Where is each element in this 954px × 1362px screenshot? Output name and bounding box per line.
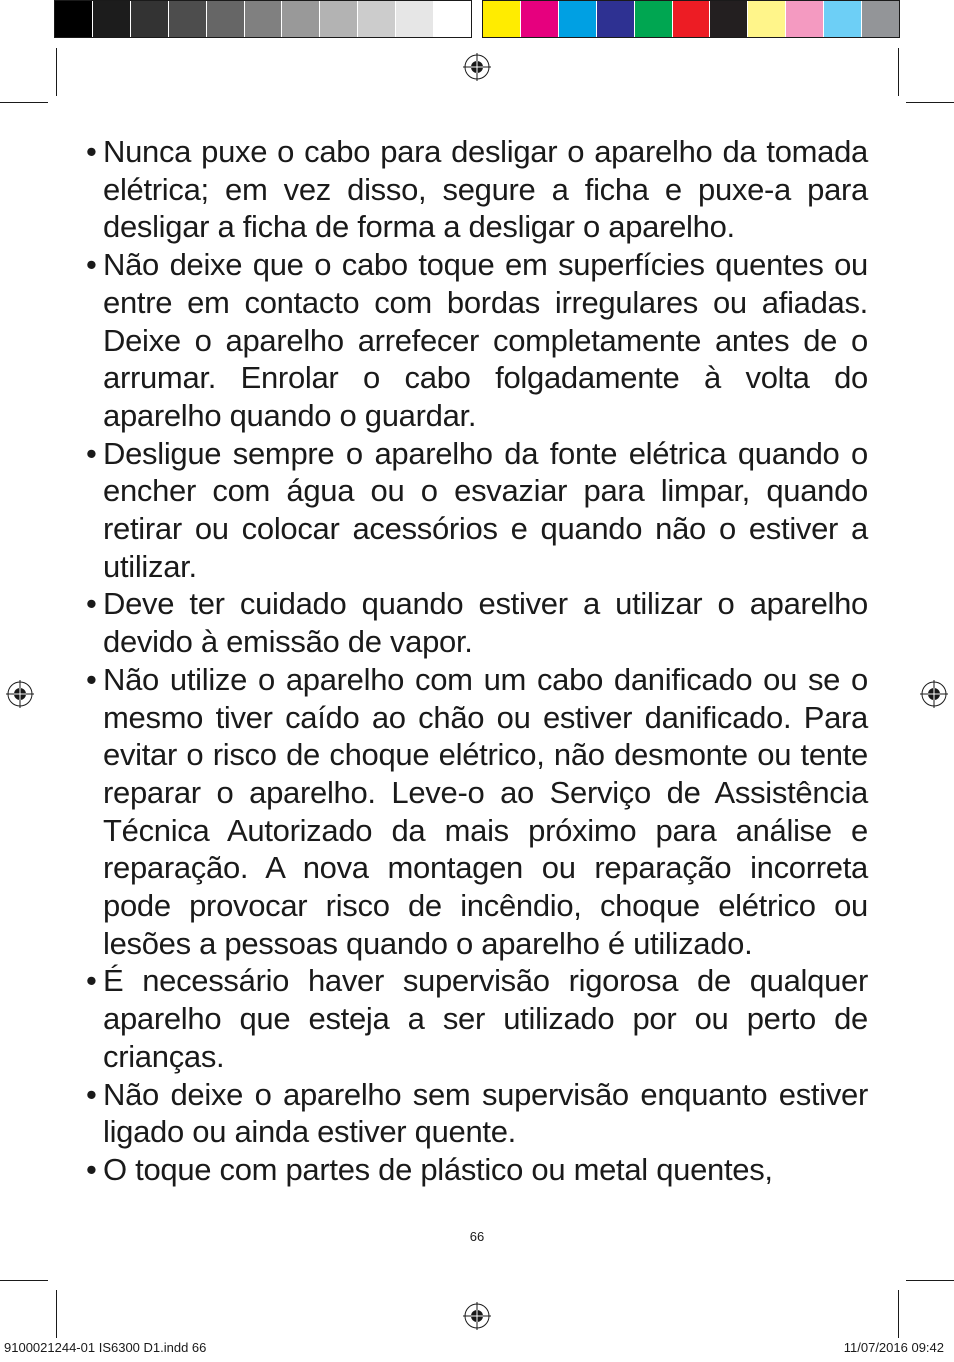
process-swatch <box>673 1 711 37</box>
process-swatch <box>824 1 862 37</box>
slug-datetime: 11/07/2016 09:42 <box>843 1340 944 1355</box>
process-swatch <box>748 1 786 37</box>
grayscale-color-bar <box>54 0 472 38</box>
crop-mark <box>906 102 954 103</box>
registration-mark-icon <box>463 1302 491 1330</box>
list-item: • Nunca puxe o cabo para desligar o aparelho da tomada elétrica; em vez disso, segure a ficha e puxe-a para desligar a ficha de forma a desligar o aparelho. <box>86 133 868 246</box>
process-swatch <box>521 1 559 37</box>
crop-mark <box>0 1280 48 1281</box>
gray-swatch <box>434 1 471 37</box>
process-swatch <box>786 1 824 37</box>
crop-mark <box>898 48 899 96</box>
process-swatch <box>710 1 748 37</box>
list-item: • Deve ter cuidado quando estiver a utilizar o aparelho devido à emissão de vapor. <box>86 585 868 660</box>
crop-mark <box>0 102 48 103</box>
registration-mark-icon <box>463 53 491 81</box>
process-swatch <box>597 1 635 37</box>
gray-swatch <box>131 1 169 37</box>
process-swatch <box>635 1 673 37</box>
safety-instructions-list <box>86 133 868 1189</box>
registration-mark-icon <box>6 680 34 708</box>
gray-swatch <box>207 1 245 37</box>
gray-swatch <box>93 1 131 37</box>
registration-mark-icon <box>920 680 948 708</box>
gray-swatch <box>245 1 283 37</box>
crop-mark <box>898 1290 899 1338</box>
slug-filename: 9100021244-01 IS6300 D1.indd 66 <box>4 1340 207 1355</box>
process-swatch <box>483 1 521 37</box>
gray-swatch <box>358 1 396 37</box>
list-item: • É necessário haver supervisão rigorosa de qualquer aparelho que esteja a ser utilizado por ou perto de crianças. <box>86 962 868 1075</box>
gray-swatch <box>396 1 434 37</box>
list-item: • Desligue sempre o aparelho da fonte elétrica quando o encher com água ou o esvaziar para limpar, quando retirar ou colocar acessórios e quando não o estiver a utilizar. <box>86 435 868 586</box>
crop-mark <box>906 1280 954 1281</box>
page-number: 66 <box>469 1229 485 1244</box>
process-color-bar <box>482 0 900 38</box>
crop-mark <box>56 48 57 96</box>
list-item: • Não utilize o aparelho com um cabo danificado ou se o mesmo tiver caído ao chão ou estiver danificado. Para evitar o risco de choque elétrico, não desmonte ou tente reparar o aparelho. Leve-o ao Serviço de Assistência Técnica Autorizado da mais próximo para análise e reparação. A nova montagen ou reparação incorreta pode provocar risco de incêndio, choque elétrico ou lesões a pessoas quando o aparelho é utilizado. <box>86 661 868 963</box>
process-swatch <box>862 1 899 37</box>
list-item: • Não deixe que o cabo toque em superfícies quentes ou entre em contacto com bordas irregulares ou afiadas. Deixe o aparelho arrefecer completamente antes de o arrumar. Enrolar o cabo folgadamente à volta do aparelho quando o guardar. <box>86 246 868 435</box>
process-swatch <box>559 1 597 37</box>
list-item: • O toque com partes de plástico ou metal quentes, <box>86 1151 868 1189</box>
gray-swatch <box>282 1 320 37</box>
gray-swatch <box>320 1 358 37</box>
crop-mark <box>56 1290 57 1338</box>
gray-swatch <box>55 1 93 37</box>
gray-swatch <box>169 1 207 37</box>
list-item: • Não deixe o aparelho sem supervisão enquanto estiver ligado ou ainda estiver quente. <box>86 1076 868 1151</box>
